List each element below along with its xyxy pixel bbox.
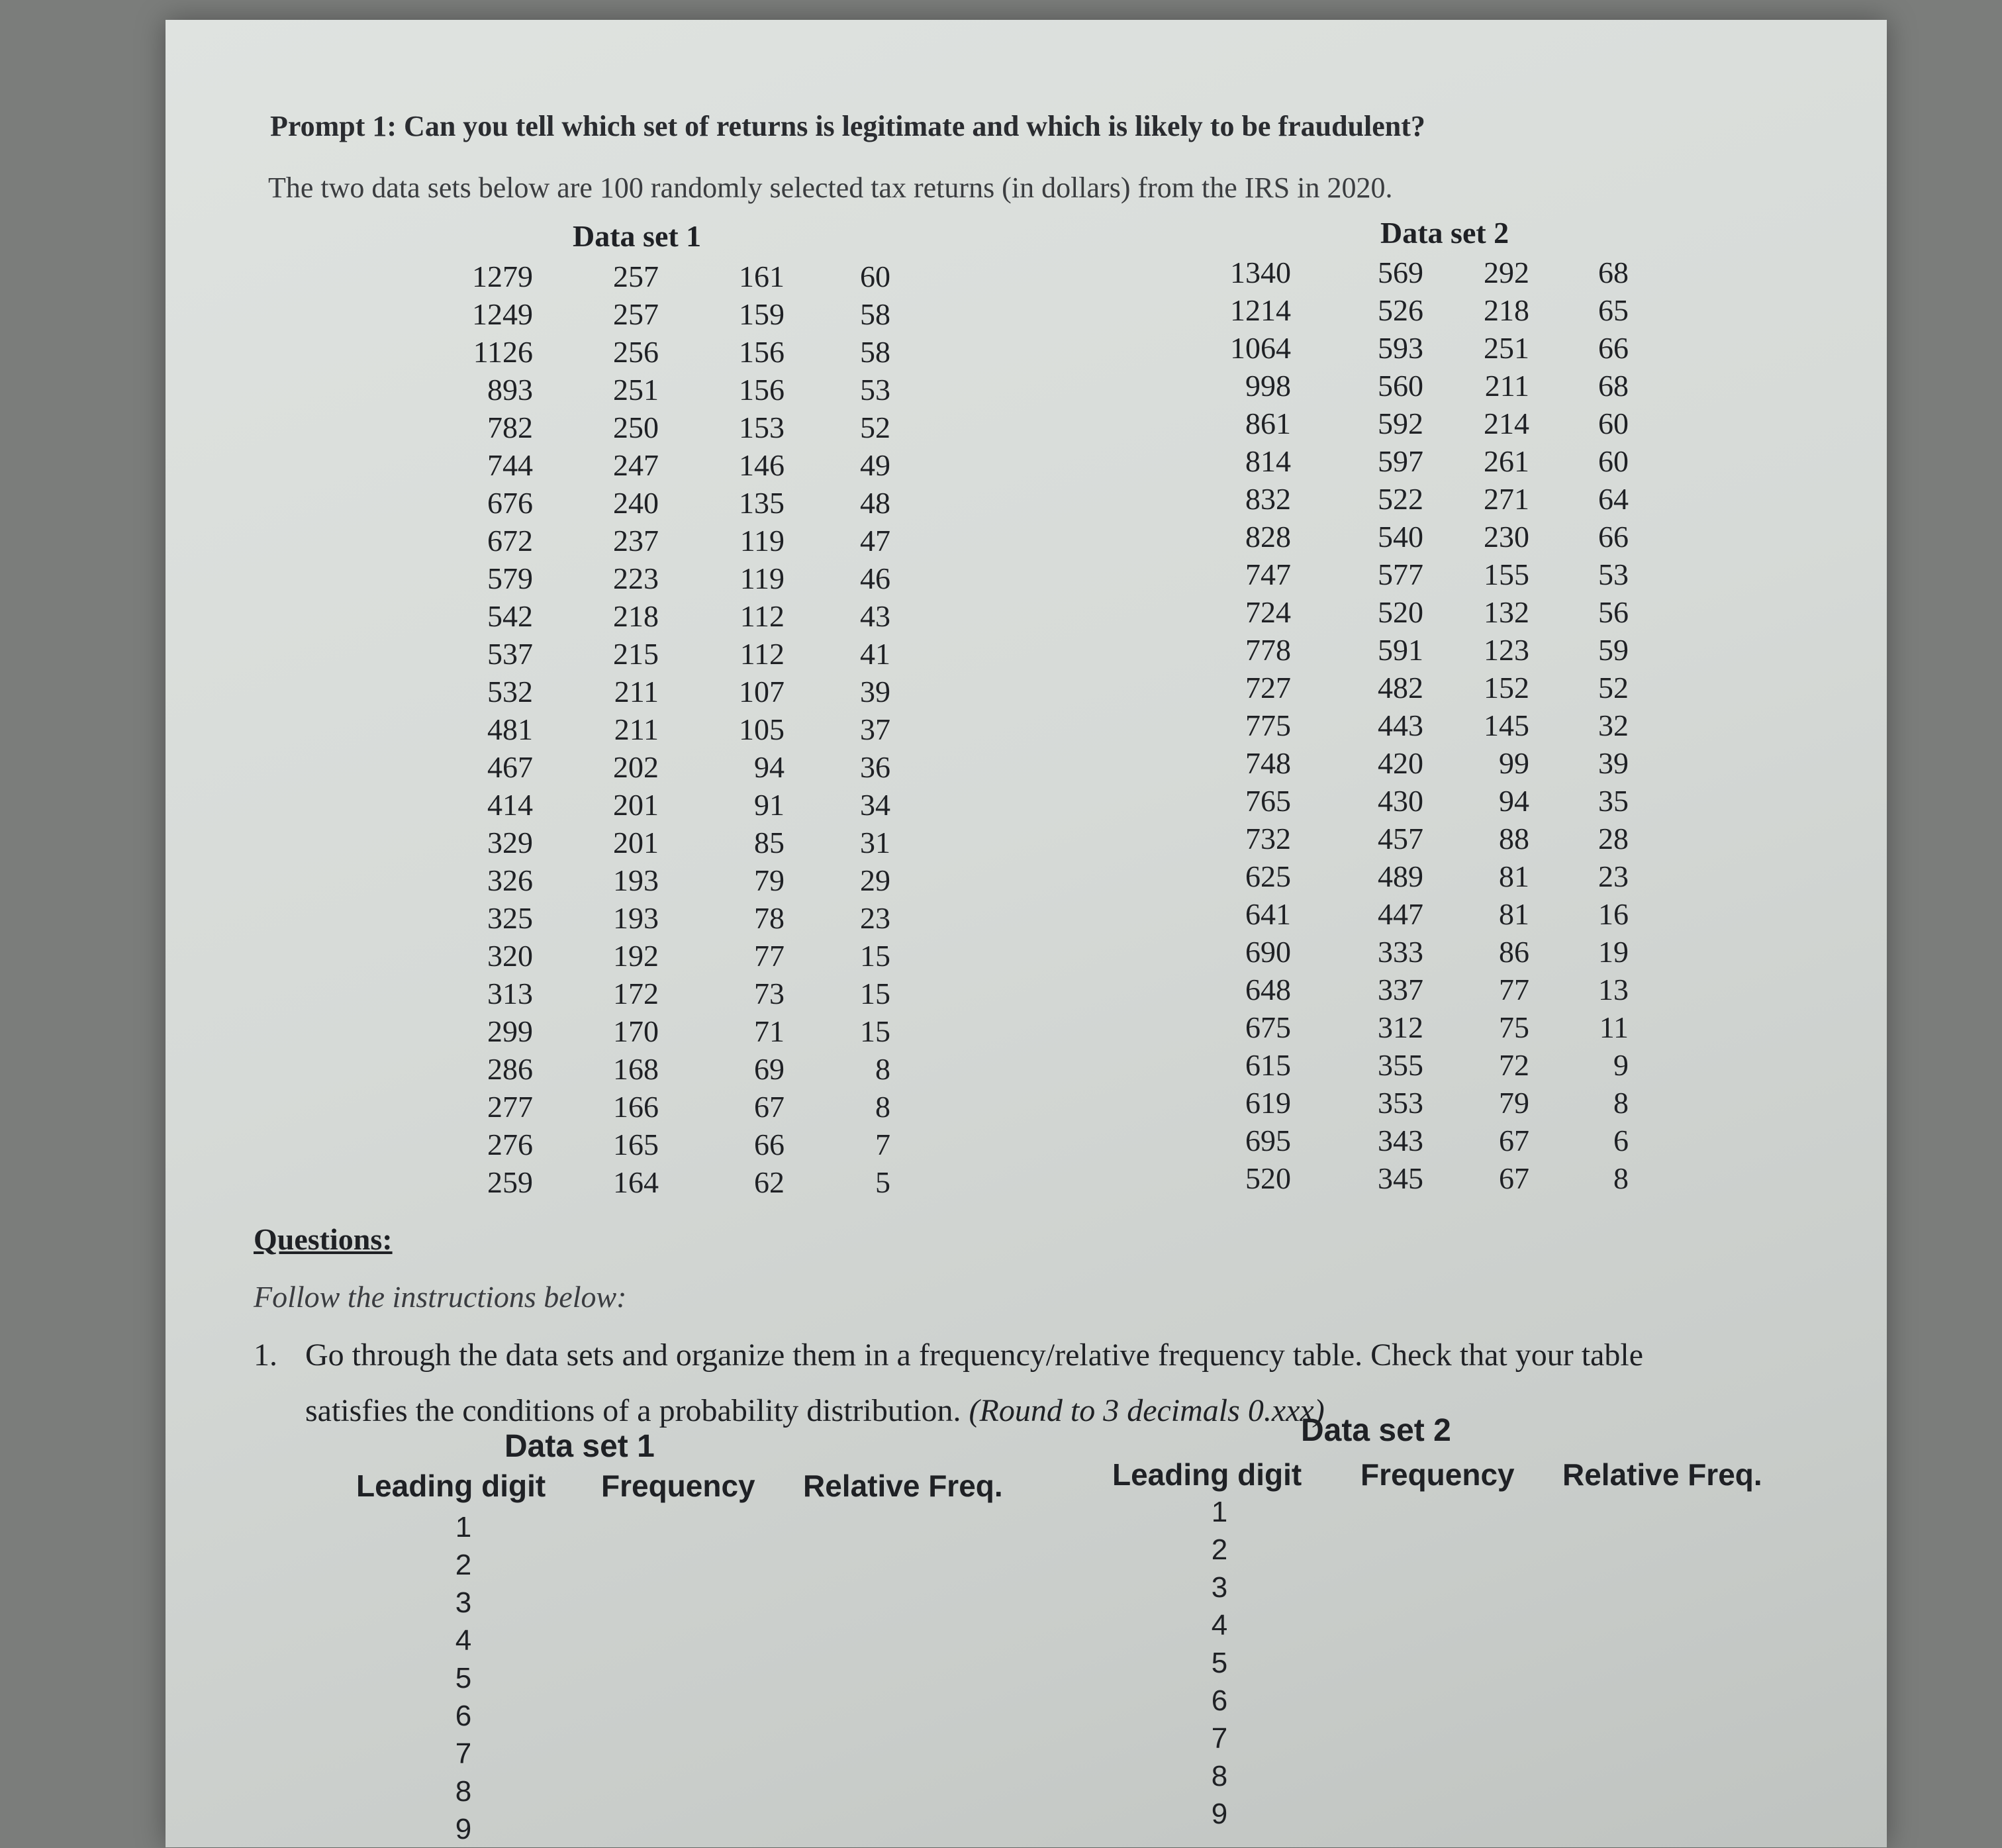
data-cell: 215 <box>613 637 659 671</box>
data-row <box>467 824 890 861</box>
data-cell: 223 <box>613 561 659 595</box>
data-row <box>467 635 890 673</box>
freq-table-2-title: Data set 2 <box>1301 1413 1451 1448</box>
data-cell: 35 <box>1598 784 1629 818</box>
data-cell: 46 <box>860 561 890 595</box>
data-cell: 577 <box>1378 558 1423 591</box>
data-cell: 276 <box>487 1128 533 1161</box>
data-cell: 893 <box>487 373 533 407</box>
data-cell: 748 <box>1245 746 1291 780</box>
data-cell: 56 <box>1598 595 1629 629</box>
data-cell: 211 <box>614 675 659 708</box>
data-cell: 58 <box>860 335 890 369</box>
leading-digit-row: 1 <box>455 1511 472 1543</box>
data-set-2-title: Data set 2 <box>1380 216 1509 250</box>
data-row <box>1225 782 1629 820</box>
data-cell: 41 <box>860 637 890 671</box>
data-cell: 778 <box>1245 633 1291 667</box>
data-cell: 88 <box>1499 822 1529 855</box>
leading-digit-row: 7 <box>1211 1722 1228 1755</box>
data-cell: 690 <box>1245 935 1291 969</box>
data-cell: 214 <box>1484 407 1529 440</box>
data-row <box>1225 820 1629 857</box>
data-cell: 537 <box>487 637 533 671</box>
data-cell: 467 <box>487 750 533 784</box>
data-cell: 615 <box>1245 1048 1291 1082</box>
data-row <box>467 559 890 597</box>
data-cell: 259 <box>487 1165 533 1199</box>
data-cell: 60 <box>1598 444 1629 478</box>
data-cell: 625 <box>1245 859 1291 893</box>
data-cell: 152 <box>1484 671 1529 705</box>
data-cell: 579 <box>487 561 533 595</box>
data-cell: 119 <box>739 561 785 595</box>
data-cell: 75 <box>1499 1010 1529 1044</box>
leading-digit-row: 2 <box>455 1549 472 1581</box>
data-cell: 828 <box>1245 520 1291 554</box>
leading-digit-row: 9 <box>455 1813 472 1845</box>
data-row <box>467 295 890 333</box>
data-cell: 522 <box>1378 482 1423 516</box>
data-cell: 67 <box>1499 1161 1529 1195</box>
data-cell: 672 <box>487 524 533 558</box>
data-row <box>1225 556 1629 593</box>
question-1-line2: satisfies the conditions of a probability distribution. <box>305 1393 961 1428</box>
data-cell: 526 <box>1378 293 1423 327</box>
data-cell: 237 <box>613 524 659 558</box>
data-row <box>467 975 890 1012</box>
questions-heading: Questions: <box>254 1222 393 1256</box>
data-cell: 481 <box>487 712 533 746</box>
data-cell: 1214 <box>1230 293 1291 327</box>
data-cell: 695 <box>1245 1124 1291 1157</box>
data-cell: 65 <box>1598 293 1629 327</box>
freq-table-1-title: Data set 1 <box>504 1429 655 1464</box>
data-cell: 313 <box>487 977 533 1010</box>
data-row <box>1225 1159 1629 1197</box>
rounding-note: (Round to 3 decimals 0.xxx) <box>969 1393 1325 1428</box>
data-cell: 15 <box>860 939 890 973</box>
data-cell: 145 <box>1484 708 1529 742</box>
data-cell: 724 <box>1245 595 1291 629</box>
data-row <box>467 522 890 559</box>
data-row <box>1225 933 1629 971</box>
data-cell: 81 <box>1499 859 1529 893</box>
data-cell: 47 <box>860 524 890 558</box>
data-cell: 64 <box>1598 482 1629 516</box>
data-cell: 648 <box>1245 973 1291 1006</box>
data-cell: 53 <box>1598 558 1629 591</box>
data-cell: 230 <box>1484 520 1529 554</box>
data-row <box>1225 971 1629 1008</box>
data-cell: 325 <box>487 901 533 935</box>
data-cell: 58 <box>860 297 890 331</box>
data-cell: 8 <box>1613 1086 1629 1120</box>
data-cell: 73 <box>754 977 785 1010</box>
data-cell: 641 <box>1245 897 1291 931</box>
data-cell: 62 <box>754 1165 785 1199</box>
data-row <box>467 786 890 824</box>
data-row <box>1225 254 1629 291</box>
freq-table-2-digits <box>1200 1493 1239 1833</box>
prompt-heading: Prompt 1: Can you tell which set of returns is legitimate and which is likely to be fraudulent? <box>270 110 1425 142</box>
data-cell: 72 <box>1499 1048 1529 1082</box>
freq-table-1-digits <box>444 1508 483 1848</box>
data-row <box>1225 367 1629 405</box>
data-row <box>467 484 890 522</box>
data-cell: 211 <box>1484 369 1529 403</box>
data-cell: 775 <box>1245 708 1291 742</box>
data-cell: 13 <box>1598 973 1629 1006</box>
data-cell: 1279 <box>472 260 533 293</box>
data-cell: 312 <box>1378 1010 1423 1044</box>
data-cell: 164 <box>613 1165 659 1199</box>
data-cell: 256 <box>613 335 659 369</box>
data-cell: 43 <box>860 599 890 633</box>
data-row <box>467 597 890 635</box>
data-cell: 257 <box>613 297 659 331</box>
data-cell: 161 <box>739 260 785 293</box>
data-cell: 6 <box>1613 1124 1629 1157</box>
data-cell: 77 <box>754 939 785 973</box>
data-cell: 193 <box>613 901 659 935</box>
data-cell: 135 <box>739 486 785 520</box>
data-cell: 67 <box>1499 1124 1529 1157</box>
data-cell: 68 <box>1598 256 1629 289</box>
header-frequency: Frequency <box>601 1469 755 1503</box>
data-cell: 39 <box>1598 746 1629 780</box>
data-row <box>467 861 890 899</box>
question-1-line2-wrap <box>254 1383 1829 1439</box>
data-row <box>467 1012 890 1050</box>
data-cell: 9 <box>1613 1048 1629 1082</box>
data-cell: 211 <box>614 712 659 746</box>
leading-digit-row: 3 <box>1211 1571 1228 1604</box>
data-cell: 540 <box>1378 520 1423 554</box>
header-relative-freq: Relative Freq. <box>803 1469 1003 1503</box>
data-cell: 156 <box>739 335 785 369</box>
data-cell: 119 <box>739 524 785 558</box>
data-row <box>467 1088 890 1126</box>
data-cell: 765 <box>1245 784 1291 818</box>
data-row <box>467 748 890 786</box>
leading-digit-row: 6 <box>1211 1684 1228 1717</box>
data-cell: 166 <box>613 1090 659 1124</box>
data-cell: 591 <box>1378 633 1423 667</box>
data-cell: 53 <box>860 373 890 407</box>
leading-digit-row: 4 <box>455 1624 472 1657</box>
data-cell: 192 <box>613 939 659 973</box>
data-cell: 261 <box>1484 444 1529 478</box>
data-cell: 112 <box>739 599 785 633</box>
leading-digit-row: 5 <box>1211 1647 1228 1679</box>
data-cell: 355 <box>1378 1048 1423 1082</box>
leading-digit-row: 8 <box>455 1775 472 1808</box>
data-set-1-rows <box>467 258 890 1201</box>
data-cell: 81 <box>1499 897 1529 931</box>
data-row <box>1225 1046 1629 1084</box>
data-cell: 201 <box>613 826 659 859</box>
data-row <box>467 333 890 371</box>
data-cell: 29 <box>860 863 890 897</box>
data-cell: 28 <box>1598 822 1629 855</box>
data-cell: 15 <box>860 977 890 1010</box>
data-cell: 31 <box>860 826 890 859</box>
data-row <box>467 1163 890 1201</box>
data-cell: 732 <box>1245 822 1291 855</box>
data-cell: 430 <box>1378 784 1423 818</box>
data-cell: 8 <box>1613 1161 1629 1195</box>
data-cell: 482 <box>1378 671 1423 705</box>
data-cell: 77 <box>1499 973 1529 1006</box>
data-cell: 15 <box>860 1014 890 1048</box>
leading-digit-row: 3 <box>455 1586 472 1619</box>
data-cell: 170 <box>613 1014 659 1048</box>
data-cell: 247 <box>613 448 659 482</box>
data-cell: 107 <box>739 675 785 708</box>
data-cell: 1064 <box>1230 331 1291 365</box>
data-cell: 345 <box>1378 1161 1423 1195</box>
header-frequency: Frequency <box>1360 1457 1515 1492</box>
data-cell: 66 <box>754 1128 785 1161</box>
data-row <box>467 899 890 937</box>
data-cell: 168 <box>613 1052 659 1086</box>
data-cell: 727 <box>1245 671 1291 705</box>
data-cell: 94 <box>1499 784 1529 818</box>
instructions-note: Follow the instructions below: <box>254 1280 627 1314</box>
data-cell: 172 <box>613 977 659 1010</box>
data-row <box>467 258 890 295</box>
data-cell: 193 <box>613 863 659 897</box>
prompt-description: The two data sets below are 100 randomly selected tax returns (in dollars) from the IRS in 2020. <box>268 171 1393 204</box>
data-cell: 23 <box>1598 859 1629 893</box>
data-cell: 123 <box>1484 633 1529 667</box>
data-cell: 66 <box>1598 331 1629 365</box>
data-cell: 1249 <box>472 297 533 331</box>
data-cell: 78 <box>754 901 785 935</box>
data-set-1-table <box>467 258 890 1201</box>
freq-table-1-header <box>356 1468 1003 1504</box>
data-cell: 79 <box>1499 1086 1529 1120</box>
data-cell: 68 <box>1598 369 1629 403</box>
data-row <box>1225 1008 1629 1046</box>
freq-table-2-header <box>1112 1457 1762 1492</box>
data-cell: 1340 <box>1230 256 1291 289</box>
data-cell: 16 <box>1598 897 1629 931</box>
data-cell: 36 <box>860 750 890 784</box>
data-cell: 597 <box>1378 444 1423 478</box>
data-set-1-title: Data set 1 <box>573 219 702 253</box>
question-number: 1. <box>254 1337 277 1373</box>
data-row <box>1225 405 1629 442</box>
data-set-2-table <box>1225 254 1629 1197</box>
data-cell: 202 <box>613 750 659 784</box>
data-row <box>467 710 890 748</box>
leading-digit-row: 8 <box>1211 1760 1228 1792</box>
data-cell: 7 <box>875 1128 890 1161</box>
data-cell: 19 <box>1598 935 1629 969</box>
data-cell: 271 <box>1484 482 1529 516</box>
data-cell: 201 <box>613 788 659 822</box>
data-cell: 60 <box>860 260 890 293</box>
data-cell: 560 <box>1378 369 1423 403</box>
header-leading-digit: Leading digit <box>1112 1457 1302 1492</box>
data-cell: 37 <box>860 712 890 746</box>
data-cell: 218 <box>1484 293 1529 327</box>
data-cell: 520 <box>1378 595 1423 629</box>
data-cell: 676 <box>487 486 533 520</box>
data-cell: 48 <box>860 486 890 520</box>
data-row <box>467 673 890 710</box>
data-cell: 542 <box>487 599 533 633</box>
data-cell: 326 <box>487 863 533 897</box>
data-cell: 337 <box>1378 973 1423 1006</box>
data-cell: 489 <box>1378 859 1423 893</box>
data-row <box>1225 518 1629 556</box>
data-cell: 67 <box>754 1090 785 1124</box>
data-cell: 998 <box>1245 369 1291 403</box>
data-row <box>467 446 890 484</box>
question-1-line1: Go through the data sets and organize them in a frequency/relative frequency table. Check that your table <box>305 1337 1644 1373</box>
leading-digit-row: 9 <box>1211 1798 1228 1830</box>
data-row <box>467 1126 890 1163</box>
data-row <box>1225 1122 1629 1159</box>
data-cell: 443 <box>1378 708 1423 742</box>
data-row <box>467 1050 890 1088</box>
data-cell: 250 <box>613 411 659 444</box>
data-cell: 593 <box>1378 331 1423 365</box>
leading-digit-row: 5 <box>455 1662 472 1694</box>
data-cell: 69 <box>754 1052 785 1086</box>
data-row <box>1225 291 1629 329</box>
data-cell: 832 <box>1245 482 1291 516</box>
data-cell: 85 <box>754 826 785 859</box>
data-cell: 159 <box>739 297 785 331</box>
data-cell: 414 <box>487 788 533 822</box>
data-cell: 520 <box>1245 1161 1291 1195</box>
data-cell: 86 <box>1499 935 1529 969</box>
data-cell: 34 <box>860 788 890 822</box>
data-cell: 5 <box>875 1165 890 1199</box>
data-cell: 23 <box>860 901 890 935</box>
data-cell: 49 <box>860 448 890 482</box>
data-set-2-rows <box>1225 254 1629 1197</box>
question-1 <box>254 1328 1829 1439</box>
data-cell: 592 <box>1378 407 1423 440</box>
data-row <box>467 409 890 446</box>
leading-digit-row: 1 <box>1211 1496 1228 1528</box>
data-cell: 94 <box>754 750 785 784</box>
data-row <box>1225 706 1629 744</box>
data-cell: 861 <box>1245 407 1291 440</box>
data-cell: 60 <box>1598 407 1629 440</box>
data-row <box>1225 1084 1629 1122</box>
data-cell: 814 <box>1245 444 1291 478</box>
data-row <box>1225 669 1629 706</box>
data-row <box>467 937 890 975</box>
data-row <box>1225 744 1629 782</box>
data-row <box>1225 329 1629 367</box>
data-row <box>1225 442 1629 480</box>
header-leading-digit: Leading digit <box>356 1469 546 1503</box>
data-row <box>1225 593 1629 631</box>
data-cell: 112 <box>739 637 785 671</box>
worksheet-page <box>166 20 1887 1847</box>
data-cell: 218 <box>613 599 659 633</box>
data-row <box>1225 857 1629 895</box>
data-row <box>1225 895 1629 933</box>
data-cell: 277 <box>487 1090 533 1124</box>
leading-digit-row: 4 <box>1211 1609 1228 1641</box>
data-cell: 52 <box>860 411 890 444</box>
data-cell: 39 <box>860 675 890 708</box>
data-cell: 251 <box>1484 331 1529 365</box>
data-row <box>467 371 890 409</box>
data-cell: 329 <box>487 826 533 859</box>
data-cell: 286 <box>487 1052 533 1086</box>
data-cell: 105 <box>739 712 785 746</box>
leading-digit-row: 6 <box>455 1700 472 1732</box>
data-cell: 619 <box>1245 1086 1291 1120</box>
data-cell: 165 <box>613 1128 659 1161</box>
data-cell: 156 <box>739 373 785 407</box>
data-cell: 353 <box>1378 1086 1423 1120</box>
data-cell: 333 <box>1378 935 1423 969</box>
data-cell: 320 <box>487 939 533 973</box>
data-cell: 66 <box>1598 520 1629 554</box>
data-cell: 420 <box>1378 746 1423 780</box>
data-cell: 91 <box>754 788 785 822</box>
data-cell: 153 <box>739 411 785 444</box>
data-cell: 52 <box>1598 671 1629 705</box>
data-cell: 240 <box>613 486 659 520</box>
data-cell: 782 <box>487 411 533 444</box>
data-row <box>1225 480 1629 518</box>
data-cell: 457 <box>1378 822 1423 855</box>
leading-digit-row: 2 <box>1211 1533 1228 1566</box>
data-cell: 744 <box>487 448 533 482</box>
data-cell: 292 <box>1484 256 1529 289</box>
data-cell: 251 <box>613 373 659 407</box>
data-cell: 71 <box>754 1014 785 1048</box>
data-cell: 1126 <box>473 335 533 369</box>
header-relative-freq: Relative Freq. <box>1562 1457 1762 1492</box>
data-cell: 675 <box>1245 1010 1291 1044</box>
data-cell: 79 <box>754 863 785 897</box>
data-cell: 747 <box>1245 558 1291 591</box>
data-cell: 532 <box>487 675 533 708</box>
data-cell: 132 <box>1484 595 1529 629</box>
data-cell: 343 <box>1378 1124 1423 1157</box>
data-cell: 569 <box>1378 256 1423 289</box>
leading-digit-row: 7 <box>455 1737 472 1770</box>
data-cell: 155 <box>1484 558 1529 591</box>
data-cell: 59 <box>1598 633 1629 667</box>
data-cell: 146 <box>739 448 785 482</box>
data-cell: 299 <box>487 1014 533 1048</box>
data-cell: 447 <box>1378 897 1423 931</box>
data-cell: 11 <box>1599 1010 1629 1044</box>
data-cell: 8 <box>875 1052 890 1086</box>
data-cell: 8 <box>875 1090 890 1124</box>
data-row <box>1225 631 1629 669</box>
data-cell: 99 <box>1499 746 1529 780</box>
data-cell: 257 <box>613 260 659 293</box>
data-cell: 32 <box>1598 708 1629 742</box>
